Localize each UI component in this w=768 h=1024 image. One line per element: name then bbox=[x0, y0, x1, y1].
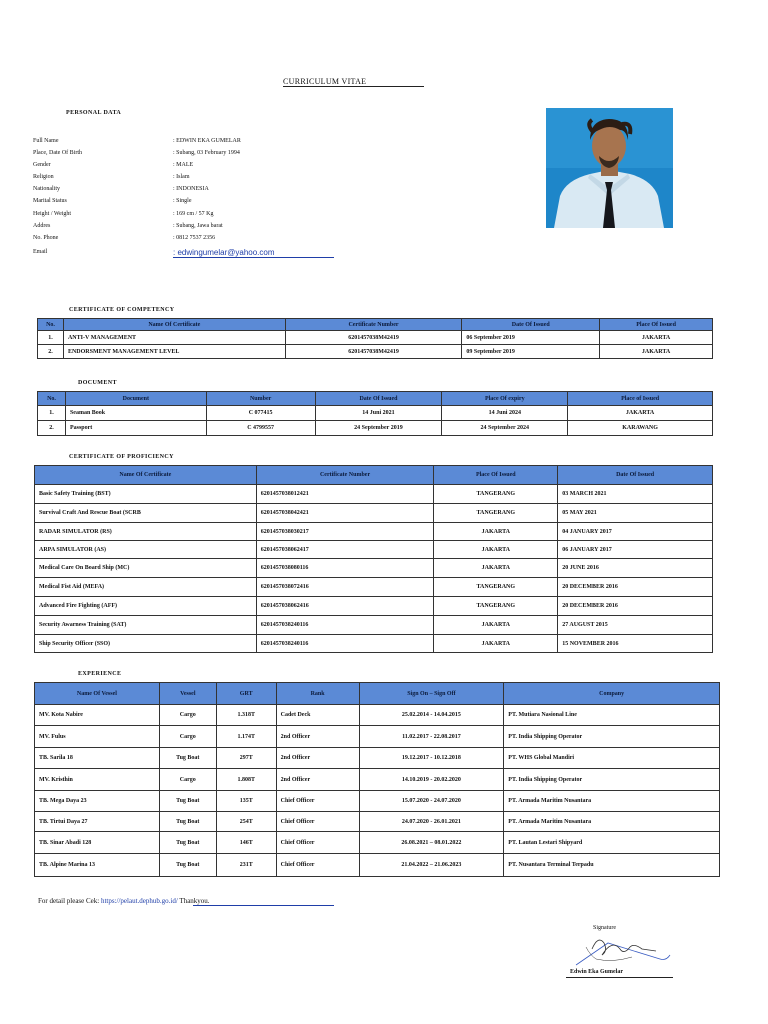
personal-label: Place, Date Of Birth bbox=[33, 150, 82, 156]
table-cell: 6201457038240116 bbox=[256, 616, 434, 635]
table-row bbox=[35, 541, 713, 559]
table-cell: Security Awarness Training (SAT) bbox=[35, 616, 257, 635]
table-cell: PT. Armada Maritim Nusantara bbox=[504, 812, 720, 832]
table-cell: Cargo bbox=[159, 726, 216, 748]
table-row bbox=[38, 406, 713, 421]
signature-name: Edwin Eka Gumelar bbox=[570, 969, 624, 975]
table-cell: JAKARTA bbox=[600, 345, 713, 359]
table-cell: Advanced Fire Fighting (AFF) bbox=[35, 597, 257, 616]
table-cell: JAKARTA bbox=[434, 523, 558, 541]
table-cell: 14 Juni 2024 bbox=[442, 406, 568, 421]
table-row bbox=[35, 616, 713, 635]
table-cell: Medical Care On Board Ship (MC) bbox=[35, 559, 257, 578]
table-cell: 6201457038012421 bbox=[256, 485, 434, 504]
table-cell: 6201457038080116 bbox=[256, 559, 434, 578]
table-cell: 24 September 2019 bbox=[315, 421, 442, 436]
personal-label: Full Name bbox=[33, 138, 59, 144]
column-header: Sign On – Sign Off bbox=[359, 683, 504, 705]
competency-header-row bbox=[38, 319, 713, 331]
table-row bbox=[35, 559, 713, 578]
table-cell: TB. Sinar Abadi 128 bbox=[35, 832, 160, 854]
table-row bbox=[35, 485, 713, 504]
signature-drawing bbox=[572, 925, 672, 970]
column-header: Certificate Number bbox=[285, 319, 462, 331]
column-header: Name Of Vessel bbox=[35, 683, 160, 705]
personal-label: Addres bbox=[33, 223, 51, 229]
table-cell: JAKARTA bbox=[568, 406, 713, 421]
table-cell: 24 September 2024 bbox=[442, 421, 568, 436]
table-cell: JAKARTA bbox=[434, 541, 558, 559]
table-cell: TB. Tirtui Daya 27 bbox=[35, 812, 160, 832]
proficiency-header-row bbox=[35, 466, 713, 485]
table-cell: 09 September 2019 bbox=[462, 345, 600, 359]
document-header-row bbox=[38, 392, 713, 406]
table-cell: 1.808T bbox=[216, 769, 276, 791]
table-cell: TB. Sarila 18 bbox=[35, 748, 160, 769]
personal-value: : Islam bbox=[173, 174, 190, 180]
column-header: Name Of Certificate bbox=[63, 319, 285, 331]
table-cell: C 077415 bbox=[206, 406, 315, 421]
table-cell: JAKARTA bbox=[434, 635, 558, 653]
table-cell: 2. bbox=[38, 345, 64, 359]
table-cell: 06 JANUARY 2017 bbox=[558, 541, 713, 559]
table-cell: 21.04.2022 – 21.06.2023 bbox=[359, 854, 504, 877]
table-cell: Passport bbox=[65, 421, 206, 436]
table-cell: 231T bbox=[216, 854, 276, 877]
table-cell: 26.08.2021 – 08.01.2022 bbox=[359, 832, 504, 854]
table-cell: 24.07.2020 - 26.01.2021 bbox=[359, 812, 504, 832]
personal-label: No. Phone bbox=[33, 235, 59, 241]
table-cell: 14.10.2019 - 20.02.2020 bbox=[359, 769, 504, 791]
table-cell: PT. India Shipping Operator bbox=[504, 769, 720, 791]
table-cell: 2nd Officer bbox=[276, 726, 359, 748]
column-header: Date Of Issued bbox=[462, 319, 600, 331]
table-cell: PT. Nusantara Terminal Terpadu bbox=[504, 854, 720, 877]
table-cell: 6201457038240116 bbox=[256, 635, 434, 653]
table-cell: Cargo bbox=[159, 769, 216, 791]
experience-heading: EXPERIENCE bbox=[78, 671, 122, 677]
table-row bbox=[38, 331, 713, 345]
column-header: No. bbox=[38, 392, 66, 406]
signature-underline bbox=[566, 977, 673, 978]
competency-heading: CERTIFICATE OF COMPETENCY bbox=[69, 307, 175, 313]
email-underline bbox=[173, 257, 334, 258]
email-label: Email bbox=[33, 249, 48, 255]
table-cell: ANTI-V MANAGEMENT bbox=[63, 331, 285, 345]
footer-note bbox=[38, 897, 210, 905]
profile-photo-illustration bbox=[546, 108, 673, 228]
personal-label: Religion bbox=[33, 174, 54, 180]
personal-value: : 0812 7537 2356 bbox=[173, 235, 216, 241]
table-cell: 2nd Officer bbox=[276, 748, 359, 769]
profile-photo bbox=[546, 108, 673, 228]
table-cell: 135T bbox=[216, 791, 276, 812]
title-underline bbox=[283, 86, 424, 87]
table-cell: TANGERANG bbox=[434, 578, 558, 597]
proficiency-heading: CERTIFICATE OF PROFICIENCY bbox=[69, 454, 174, 460]
table-cell: Tug Boat bbox=[159, 791, 216, 812]
column-header: Place Of Issued bbox=[434, 466, 558, 485]
table-cell: MV. Kristhin bbox=[35, 769, 160, 791]
column-header: Name Of Certificate bbox=[35, 466, 257, 485]
table-cell: 15 NOVEMBER 2016 bbox=[558, 635, 713, 653]
table-cell: Chief Officer bbox=[276, 832, 359, 854]
table-cell: TB. Alpine Marina 13 bbox=[35, 854, 160, 877]
table-cell: Medical Fist Aid (MEFA) bbox=[35, 578, 257, 597]
table-row bbox=[35, 523, 713, 541]
table-cell: 6201457038072416 bbox=[256, 578, 434, 597]
signature-label: Signature bbox=[593, 925, 616, 931]
table-cell: PT. India Shipping Operator bbox=[504, 726, 720, 748]
personal-value: : Subang, Jawa barat bbox=[173, 223, 223, 229]
competency-table bbox=[37, 318, 713, 359]
footer-link-underline bbox=[193, 905, 334, 906]
table-cell: 2. bbox=[38, 421, 66, 436]
table-cell: 27 AUGUST 2015 bbox=[558, 616, 713, 635]
column-header: Place Of Issued bbox=[600, 319, 713, 331]
table-cell: PT. Armada Maritim Nusantara bbox=[504, 791, 720, 812]
table-cell: 15.07.2020 - 24.07.2020 bbox=[359, 791, 504, 812]
column-header: Document bbox=[65, 392, 206, 406]
table-cell: RADAR SIMULATOR (RS) bbox=[35, 523, 257, 541]
table-cell: Cargo bbox=[159, 705, 216, 726]
table-cell: PT. Lautan Lestari Shipyard bbox=[504, 832, 720, 854]
document-heading: DOCUMENT bbox=[78, 380, 117, 386]
table-cell: 6201457038062417 bbox=[256, 541, 434, 559]
table-cell: TANGERANG bbox=[434, 597, 558, 616]
table-cell: 6201457038062416 bbox=[256, 597, 434, 616]
table-cell: Basic Safety Training (BST) bbox=[35, 485, 257, 504]
table-cell: MV. Fulus bbox=[35, 726, 160, 748]
personal-value: : Single bbox=[173, 198, 192, 204]
table-cell: 20 DECEMBER 2016 bbox=[558, 597, 713, 616]
table-cell: Seaman Book bbox=[65, 406, 206, 421]
table-cell: 1.174T bbox=[216, 726, 276, 748]
table-cell: 297T bbox=[216, 748, 276, 769]
table-cell: 05 MAY 2021 bbox=[558, 504, 713, 523]
table-cell: 6201457038042421 bbox=[256, 504, 434, 523]
table-cell: TANGERANG bbox=[434, 485, 558, 504]
table-cell: 6201457038M42419 bbox=[285, 331, 462, 345]
table-cell: Chief Officer bbox=[276, 812, 359, 832]
table-cell: C 4799557 bbox=[206, 421, 315, 436]
table-cell: 2nd Officer bbox=[276, 769, 359, 791]
column-header: Company bbox=[504, 683, 720, 705]
table-cell: Chief Officer bbox=[276, 791, 359, 812]
table-cell: Tug Boat bbox=[159, 854, 216, 877]
personal-value: : 169 cm / 57 Kg bbox=[173, 211, 214, 217]
column-header: Date Of Issued bbox=[315, 392, 442, 406]
email-value[interactable]: : edwingumelar@yahoo.com bbox=[173, 248, 275, 257]
experience-header-row bbox=[35, 683, 720, 705]
table-row bbox=[35, 832, 720, 854]
table-cell: PT. WHS Global Mandiri bbox=[504, 748, 720, 769]
document-table bbox=[37, 391, 713, 436]
table-cell: PT. Mutiara Nasional Line bbox=[504, 705, 720, 726]
personal-label: Height / Weight bbox=[33, 211, 72, 217]
table-cell: JAKARTA bbox=[434, 559, 558, 578]
personal-label: Nationality bbox=[33, 186, 60, 192]
table-cell: 1. bbox=[38, 331, 64, 345]
table-cell: Survival Craft And Rescue Boat (SCRB bbox=[35, 504, 257, 523]
experience-table bbox=[34, 682, 720, 877]
table-cell: 03 MARCH 2021 bbox=[558, 485, 713, 504]
table-row bbox=[35, 504, 713, 523]
column-header: No. bbox=[38, 319, 64, 331]
table-cell: Tug Boat bbox=[159, 832, 216, 854]
column-header: Rank bbox=[276, 683, 359, 705]
proficiency-table bbox=[34, 465, 713, 653]
table-cell: Ship Security Officer (SSO) bbox=[35, 635, 257, 653]
page-title: CURRICULUM VITAE bbox=[283, 77, 367, 86]
table-row bbox=[35, 748, 720, 769]
personal-value: : INDONESIA bbox=[173, 186, 209, 192]
personal-value: : EDWIN EKA GUMELAR bbox=[173, 138, 241, 144]
table-cell: ENDORSMENT MANAGEMENT LEVEL bbox=[63, 345, 285, 359]
table-row bbox=[35, 769, 720, 791]
table-cell: 1.318T bbox=[216, 705, 276, 726]
table-cell: 1. bbox=[38, 406, 66, 421]
column-header: Vessel bbox=[159, 683, 216, 705]
table-row bbox=[38, 345, 713, 359]
table-row bbox=[35, 705, 720, 726]
table-row bbox=[35, 635, 713, 653]
table-row bbox=[38, 421, 713, 436]
table-cell: 06 September 2019 bbox=[462, 331, 600, 345]
table-cell: 6201457038030217 bbox=[256, 523, 434, 541]
personal-value: : MALE bbox=[173, 162, 194, 168]
table-cell: JAKARTA bbox=[434, 616, 558, 635]
table-row bbox=[35, 726, 720, 748]
table-cell: KARAWANG bbox=[568, 421, 713, 436]
table-row bbox=[35, 791, 720, 812]
personal-label: Marital Status bbox=[33, 198, 67, 204]
table-row bbox=[35, 578, 713, 597]
table-row bbox=[35, 854, 720, 877]
table-row bbox=[35, 812, 720, 832]
table-cell: 146T bbox=[216, 832, 276, 854]
table-cell: Chief Officer bbox=[276, 854, 359, 877]
footer-prefix: For detail please Cek: bbox=[38, 897, 101, 905]
table-cell: 254T bbox=[216, 812, 276, 832]
column-header: GRT bbox=[216, 683, 276, 705]
table-cell: 14 Juni 2021 bbox=[315, 406, 442, 421]
personal-value: : Subang, 03 February 1994 bbox=[173, 150, 240, 156]
table-cell: Cadet Deck bbox=[276, 705, 359, 726]
table-cell: Tug Boat bbox=[159, 812, 216, 832]
table-cell: ARPA SIMULATOR (AS) bbox=[35, 541, 257, 559]
column-header: Certificate Number bbox=[256, 466, 434, 485]
column-header: Place of Issued bbox=[568, 392, 713, 406]
footer-suffix: Thankyou. bbox=[177, 897, 210, 905]
table-cell: 11.02.2017 - 22.08.2017 bbox=[359, 726, 504, 748]
column-header: Number bbox=[206, 392, 315, 406]
table-cell: MV. Kota Nabire bbox=[35, 705, 160, 726]
table-cell: 20 DECEMBER 2016 bbox=[558, 578, 713, 597]
table-cell: TB. Mega Daya 23 bbox=[35, 791, 160, 812]
table-cell: 25.02.2014 - 14.04.2015 bbox=[359, 705, 504, 726]
table-cell: 19.12.2017 - 10.12.2018 bbox=[359, 748, 504, 769]
table-cell: 04 JANUARY 2017 bbox=[558, 523, 713, 541]
table-cell: 20 JUNE 2016 bbox=[558, 559, 713, 578]
pelaut-link[interactable]: https://pelaut.dephub.go.id/ bbox=[100, 897, 178, 905]
personal-label: Gender bbox=[33, 162, 51, 168]
column-header: Place Of expiry bbox=[442, 392, 568, 406]
table-cell: JAKARTA bbox=[600, 331, 713, 345]
table-cell: 6201457038M42419 bbox=[285, 345, 462, 359]
table-cell: Tug Boat bbox=[159, 748, 216, 769]
personal-data-heading: PERSONAL DATA bbox=[66, 110, 122, 116]
table-cell: TANGERANG bbox=[434, 504, 558, 523]
table-row bbox=[35, 597, 713, 616]
column-header: Date Of Issued bbox=[558, 466, 713, 485]
